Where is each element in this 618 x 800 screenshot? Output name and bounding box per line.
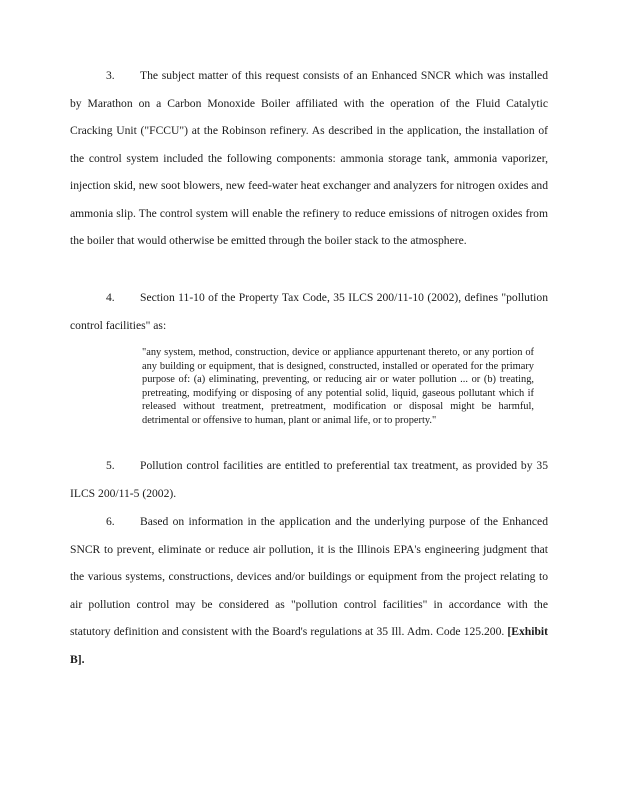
exhibit-reference: [Exhibit B].: [70, 625, 548, 666]
paragraph-6: [70, 508, 548, 673]
paragraph-number: 3.: [106, 69, 115, 82]
paragraph-5: [70, 452, 548, 507]
paragraph-3: [70, 62, 548, 255]
paragraph-text: Based on information in the application and the underlying purpose of the Enhanced SNCR to prevent, eliminate or reduce air pollution, it is the Illinois EPA's engineering judgment that the various systems, constructions, devices and/or buildings or equipment from the project relating to air pollution control may be considered as "pollution control facilities" in accordance with the statutory definition and consistent with the Board's regulations at 35 Ill. Adm. Code 125.200.: [70, 515, 548, 638]
paragraph-number: 4.: [106, 291, 115, 304]
paragraph-text: Pollution control facilities are entitled to preferential tax treatment, as provided by 35 ILCS 200/11-5 (2002).: [70, 459, 548, 500]
paragraph-number: 6.: [106, 515, 115, 528]
paragraph-text: The subject matter of this request consists of an Enhanced SNCR which was installed by Marathon on a Carbon Monoxide Boiler affiliated with the operation of the Fluid Catalytic Cracking Unit ("FCCU") at the Robinson refinery. As described in the application, the installation of the control system included the following components: ammonia storage tank, ammonia vaporizer, injection skid, new soot blowers, new feed-water heat exchanger and analyzers for nitrogen oxides and ammonia slip. The control system will enable the refinery to reduce emissions of nitrogen oxides from the boiler that would otherwise be emitted through the boiler stack to the atmosphere.: [70, 69, 548, 247]
paragraph-number: 5.: [106, 459, 115, 472]
statutory-definition-quote: "any system, method, construction, device or appliance appurtenant thereto, or any portion of any building or equipment, that is designed, constructed, installed or operated for the primary purpose of: (a) eliminating, preventing, or reducing air or water pollution ... or (b) treating, pretreating, modifying or disposing of any potential solid, liquid, gaseous pollutant which if released without treatment, pretreatment, modification or disposal might be harmful, detrimental or offensive to human, plant or animal life, or to property.": [142, 347, 534, 426]
paragraph-4: [70, 284, 548, 339]
paragraph-text: Section 11-10 of the Property Tax Code, 35 ILCS 200/11-10 (2002), defines "pollution control facilities" as:: [70, 291, 548, 332]
